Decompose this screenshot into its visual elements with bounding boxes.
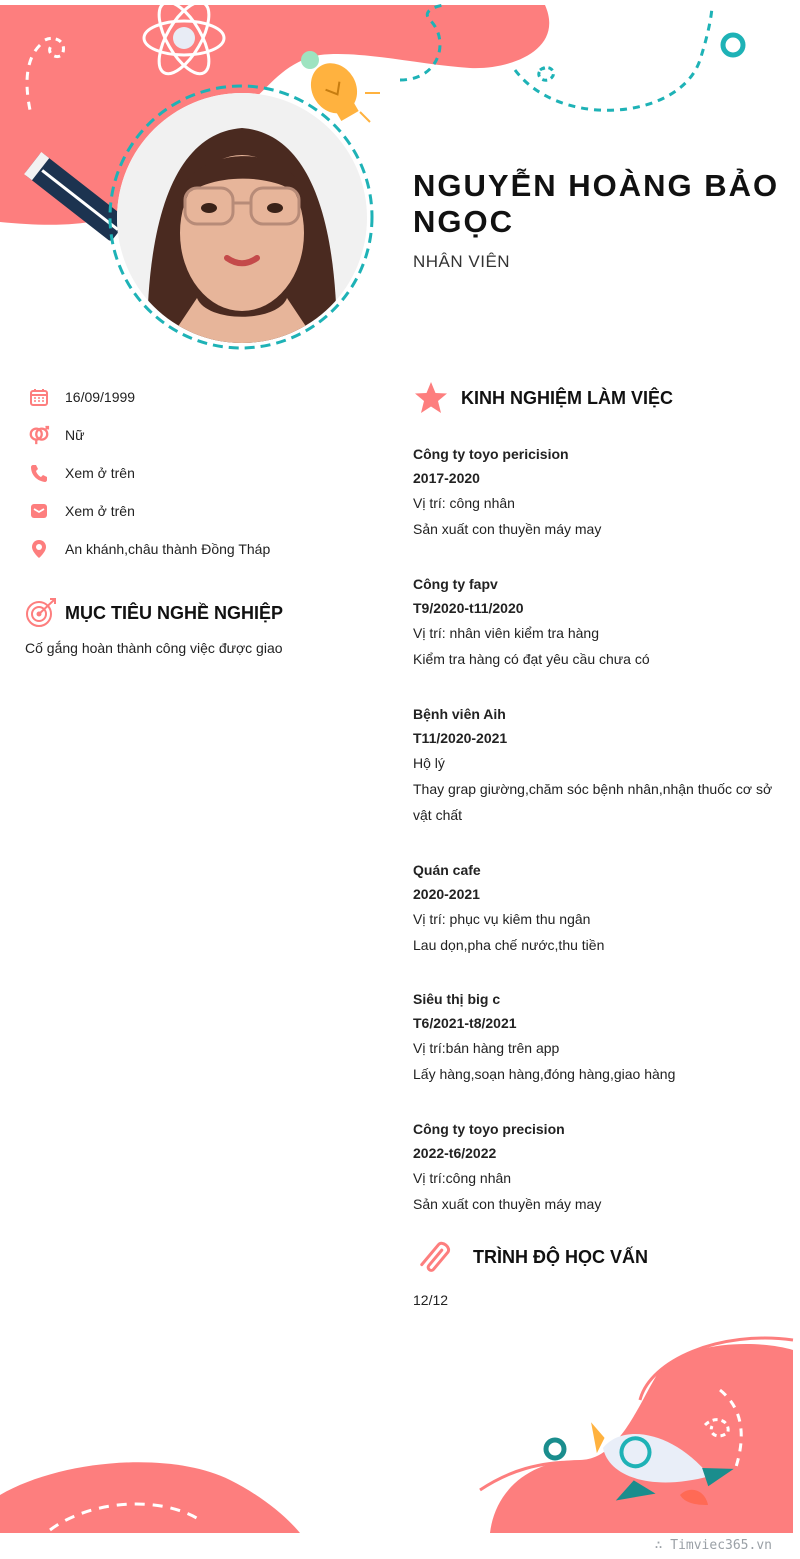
job-position: Hộ lý xyxy=(413,755,445,771)
education-text: 12/12 xyxy=(413,1292,449,1308)
job-description: Kiểm tra hàng có đạt yêu cầu chưa có xyxy=(413,651,650,667)
email-text: Xem ở trên xyxy=(65,503,135,519)
company-name: Công ty toyo pericision xyxy=(413,446,569,462)
experience-item xyxy=(413,442,793,542)
info-row-address xyxy=(28,537,270,561)
company-name: Quán cafe xyxy=(413,862,481,878)
candidate-name: NGUYỄN HOÀNG BẢO NGỌC xyxy=(413,168,780,239)
job-description: Sản xuất con thuyền máy may xyxy=(413,521,602,537)
experience-item xyxy=(413,702,793,828)
company-name: Bệnh viên Aih xyxy=(413,706,506,722)
objective-title: MỤC TIÊU NGHỀ NGHIỆP xyxy=(65,602,284,623)
experience-item xyxy=(413,572,793,672)
job-position: Vị trí: công nhân xyxy=(413,495,515,511)
address-text: An khánh,châu thành Đồng Tháp xyxy=(65,541,271,557)
job-position: Vị trí: phục vụ kiêm thu ngân xyxy=(413,911,591,927)
phone-text: Xem ở trên xyxy=(65,465,135,481)
company-name: Công ty toyo precision xyxy=(413,1121,565,1137)
job-period: 2022-t6/2022 xyxy=(413,1145,497,1161)
job-description: Thay grap giường,chăm sóc bệnh nhân,nhận thuốc cơ sở vật chất xyxy=(413,781,773,823)
education-section-header xyxy=(413,1236,648,1278)
info-row-email xyxy=(28,499,135,523)
job-period: T9/2020-t11/2020 xyxy=(413,600,524,616)
job-period: T6/2021-t8/2021 xyxy=(413,1015,517,1031)
objective-text: Cố gắng hoàn thành công việc được giao xyxy=(25,640,283,656)
job-position: Vị trí: nhân viên kiểm tra hàng xyxy=(413,625,599,641)
gender-text: Nữ xyxy=(65,427,85,443)
portrait-photo xyxy=(117,93,367,343)
experience-section-header xyxy=(413,380,673,416)
job-position: Vị trí:bán hàng trên app xyxy=(413,1040,560,1056)
location-icon xyxy=(28,538,50,560)
job-period: 2020-2021 xyxy=(413,886,480,902)
job-description: Lấy hàng,soạn hàng,đóng hàng,giao hàng xyxy=(413,1066,676,1082)
paperclip-icon xyxy=(413,1236,459,1278)
gender-icon xyxy=(28,424,50,446)
objective-section-header xyxy=(24,597,283,629)
experience-title: KINH NGHIỆM LÀM VIỆC xyxy=(461,387,674,408)
avatar xyxy=(117,93,367,343)
info-row-birthdate xyxy=(28,385,135,409)
watermark: ∴ Timviec365.vn xyxy=(654,1538,772,1553)
birthdate-text: 16/09/1999 xyxy=(65,389,136,405)
company-name: Công ty fapv xyxy=(413,576,498,592)
experience-item xyxy=(413,987,793,1087)
target-icon xyxy=(24,597,58,629)
email-icon xyxy=(28,500,50,522)
job-description: Sản xuất con thuyền máy may xyxy=(413,1196,602,1212)
job-period: T11/2020-2021 xyxy=(413,730,508,746)
phone-icon xyxy=(28,462,50,484)
job-description: Lau dọn,pha chế nước,thu tiền xyxy=(413,937,605,953)
info-row-gender xyxy=(28,423,84,447)
info-row-phone xyxy=(28,461,135,485)
job-period: 2017-2020 xyxy=(413,470,480,486)
job-role: NHÂN VIÊN xyxy=(413,252,511,271)
education-title: TRÌNH ĐỘ HỌC VẤN xyxy=(473,1246,648,1267)
star-icon xyxy=(413,380,449,416)
job-position: Vị trí:công nhân xyxy=(413,1170,512,1186)
experience-item xyxy=(413,1117,793,1217)
experience-item xyxy=(413,858,793,958)
company-name: Siêu thị big c xyxy=(413,991,501,1007)
calendar-icon xyxy=(28,386,50,408)
